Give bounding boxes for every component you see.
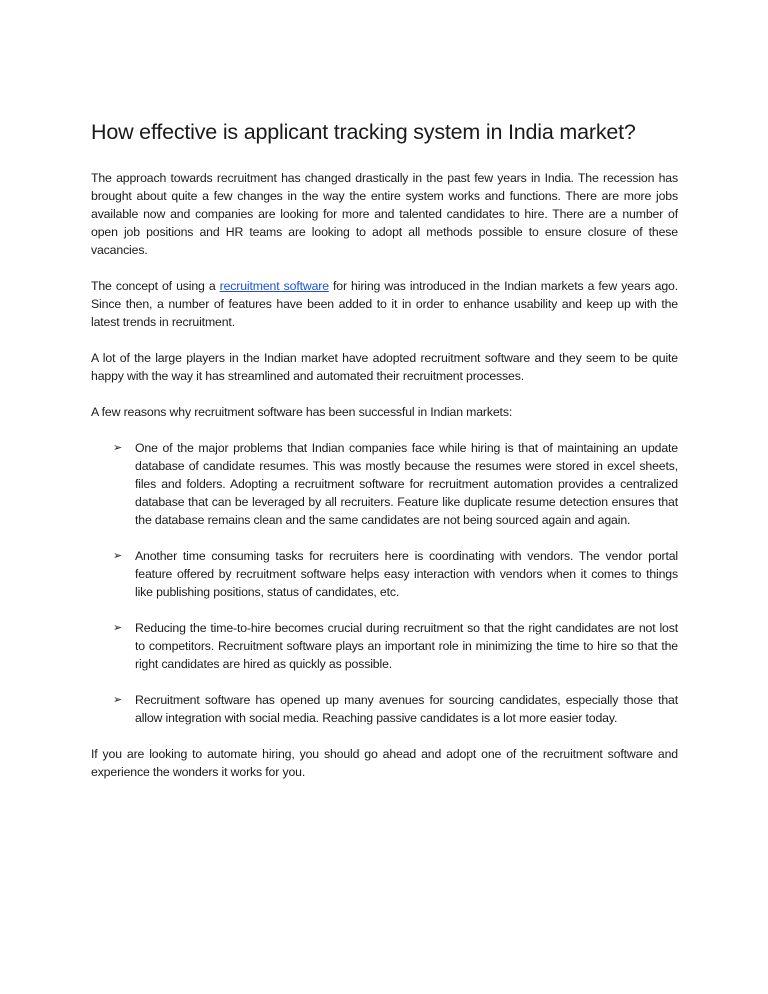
paragraph-conclusion: If you are looking to automate hiring, you should go ahead and adopt one of the recruitment software and experience the wonders it works for you. [91, 747, 678, 779]
recruitment-software-link[interactable]: recruitment software [219, 279, 329, 293]
list-item-text: Another time consuming tasks for recruiters here is coordinating with vendors. The vendor portal feature offered by recruitment software helps easy interaction with vendors when it comes to things like publishing positions, status of candidates, etc. [135, 549, 678, 599]
paragraph-intro: The approach towards recruitment has changed drastically in the past few years in India. The recession has brought about quite a few changes in the way the entire system works and functions. There are more jobs available now and companies are looking for more and talented candidates to hire. There are a number of open job positions and HR teams are looking to adopt all methods possible to ensure closure of these vacancies. [91, 171, 678, 257]
paragraph-concept-start: The concept of using a [91, 279, 220, 293]
arrowhead-bullet-icon: ➢ [113, 693, 123, 706]
paragraph-concept [91, 277, 678, 331]
list-item [91, 547, 678, 601]
document-title: How effective is applicant tracking system in India market? [91, 120, 636, 144]
arrowhead-bullet-icon: ➢ [113, 441, 123, 454]
paragraph-market: A lot of the large players in the Indian market have adopted recruitment software and they seem to be quite happy with the way it has streamlined and automated their recruitment processes. [91, 351, 678, 383]
reasons-list [91, 439, 678, 727]
document-page [91, 118, 678, 799]
arrowhead-bullet-icon: ➢ [113, 621, 123, 634]
list-item-text: Recruitment software has opened up many avenues for sourcing candidates, especially those that allow integration with social media. Reaching passive candidates is a lot more easier today. [135, 693, 678, 725]
list-item [91, 619, 678, 673]
list-item [91, 439, 678, 529]
paragraph-reasons-intro: A few reasons why recruitment software has been successful in Indian markets: [91, 405, 513, 419]
paragraph-concept-end: for hiring was introduced in the Indian markets a few years ago. Since then, a number of features have been added to it in order to enhance usability and keep up with the latest trends in recruitment. [91, 279, 678, 329]
list-item-text: One of the major problems that Indian companies face while hiring is that of maintaining an update database of candidate resumes. This was mostly because the resumes were stored in excel sheets, files and folders. Adopting a recruitment software for recruitment automation provides a centralized database that can be leveraged by all recruiters. Feature like duplicate resume detection ensures that the database remains clean and the same candidates are not being sourced again and again. [135, 441, 678, 527]
list-item-text: Reducing the time-to-hire becomes crucial during recruitment so that the right candidates are not lost to competitors. Recruitment software plays an important role in minimizing the time to hire so that the right candidates are hired as quickly as possible. [135, 621, 678, 671]
arrowhead-bullet-icon: ➢ [113, 549, 123, 562]
list-item [91, 691, 678, 727]
